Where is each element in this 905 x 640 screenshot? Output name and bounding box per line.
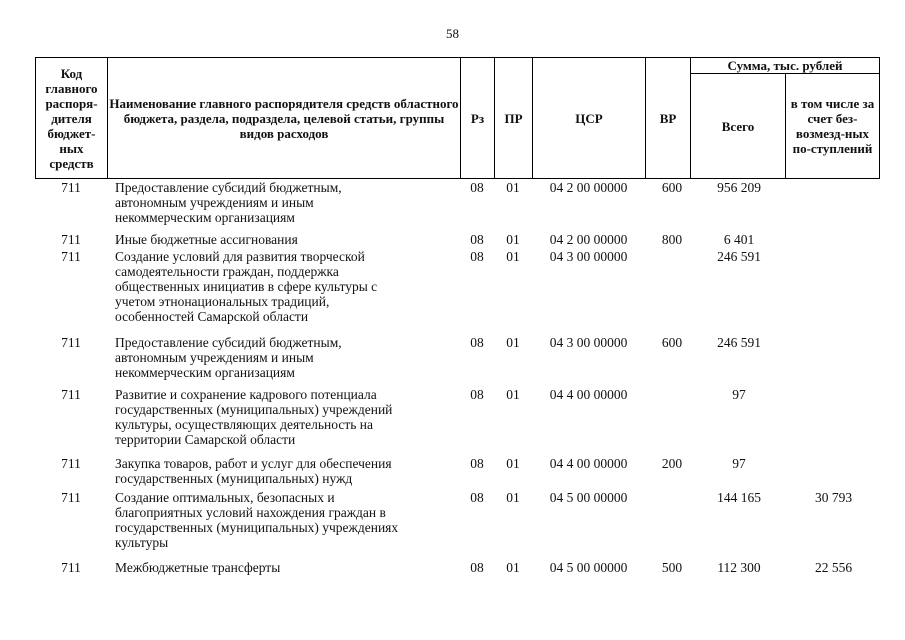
row-csr: 04 3 00 00000: [549, 249, 628, 264]
row-name: Иные бюджетные ассигнования: [115, 232, 298, 247]
row-total: 246 591: [717, 249, 761, 264]
header-sum: Сумма, тыс. рублей: [727, 58, 843, 73]
row-total: 144 165: [717, 490, 761, 505]
row-pr: 01: [506, 335, 520, 350]
row-vr: 600: [661, 335, 683, 350]
header-total: Всего: [721, 118, 755, 134]
row-code: 711: [61, 387, 81, 402]
header-free: в том числе за счет без-возмезд-ных по-ступлений: [790, 96, 875, 156]
row-total: 956 209: [717, 180, 761, 195]
row-code: 711: [61, 490, 81, 505]
row-name: Развитие и сохранение кадрового потенциала государственных (муниципальных) учреждений культуры, осуществляющих деятельность на территории Самарской области: [115, 387, 393, 447]
row-pr: 01: [506, 456, 520, 471]
row-csr: 04 3 00 00000: [549, 335, 628, 350]
page-number: 58: [446, 26, 459, 41]
row-pr: 01: [506, 180, 520, 195]
row-vr: 800: [661, 232, 683, 247]
header-name: Наименование главного распорядителя средств областного бюджета, раздела, подраздела, целевой статьи, группы видов расходов: [109, 95, 459, 141]
row-pr: 01: [506, 232, 520, 247]
row-rz: 08: [470, 456, 484, 471]
row-vr: 500: [661, 560, 683, 575]
row-name: Создание оптимальных, безопасных и благоприятных условий нахождения граждан в государственных (муниципальных) учреждениях культуры: [115, 490, 399, 550]
row-name: Закупка товаров, работ и услуг для обеспечения государственных (муниципальных) нужд: [115, 456, 392, 486]
row-rz: 08: [470, 180, 484, 195]
row-code: 711: [61, 560, 81, 575]
row-code: 711: [61, 180, 81, 195]
row-free: 30 793: [814, 490, 853, 505]
row-total: 112 300: [717, 560, 761, 575]
row-csr: 04 4 00 00000: [549, 456, 628, 471]
row-code: 711: [61, 249, 81, 264]
table-header: [35, 57, 880, 179]
row-code: 711: [61, 456, 81, 471]
header-rz: Рз: [470, 110, 485, 126]
row-csr: 04 4 00 00000: [549, 387, 628, 402]
row-rz: 08: [470, 490, 484, 505]
row-rz: 08: [470, 335, 484, 350]
header-vr: ВР: [659, 110, 677, 126]
header-code: Код главного распоря-дителя бюджет-ных средств: [45, 65, 98, 171]
row-name: Предоставление субсидий бюджетным, автономным учреждениям и иным некоммерческим организациям: [115, 335, 342, 380]
row-vr: 600: [661, 180, 683, 195]
row-pr: 01: [506, 387, 520, 402]
row-rz: 08: [470, 560, 484, 575]
col-line: [879, 57, 880, 179]
row-name: Предоставление субсидий бюджетным, автономным учреждениям и иным некоммерческим организациям: [115, 180, 342, 225]
row-csr: 04 5 00 00000: [549, 490, 628, 505]
row-code: 711: [61, 232, 81, 247]
header-csr: ЦСР: [575, 110, 603, 126]
row-rz: 08: [470, 387, 484, 402]
row-total: 97: [732, 456, 746, 471]
row-name: Межбюджетные трансферты: [115, 560, 281, 575]
header-bottom-border: [35, 178, 880, 179]
row-rz: 08: [470, 232, 484, 247]
row-pr: 01: [506, 560, 520, 575]
row-rz: 08: [470, 249, 484, 264]
row-pr: 01: [506, 490, 520, 505]
row-csr: 04 2 00 00000: [549, 232, 628, 247]
header-pr: ПР: [504, 110, 523, 126]
row-total: 97: [732, 387, 746, 402]
row-vr: 200: [661, 456, 683, 471]
row-free: 22 556: [814, 560, 853, 575]
row-total: 6 401: [723, 232, 755, 247]
row-name: Создание условий для развития творческой самодеятельности граждан, поддержка общественных инициатив в сфере культуры с учетом этнонациональных традиций, особенностей Самарской области: [115, 249, 378, 324]
row-csr: 04 5 00 00000: [549, 560, 628, 575]
row-code: 711: [61, 335, 81, 350]
row-csr: 04 2 00 00000: [549, 180, 628, 195]
row-total: 246 591: [717, 335, 761, 350]
row-pr: 01: [506, 249, 520, 264]
